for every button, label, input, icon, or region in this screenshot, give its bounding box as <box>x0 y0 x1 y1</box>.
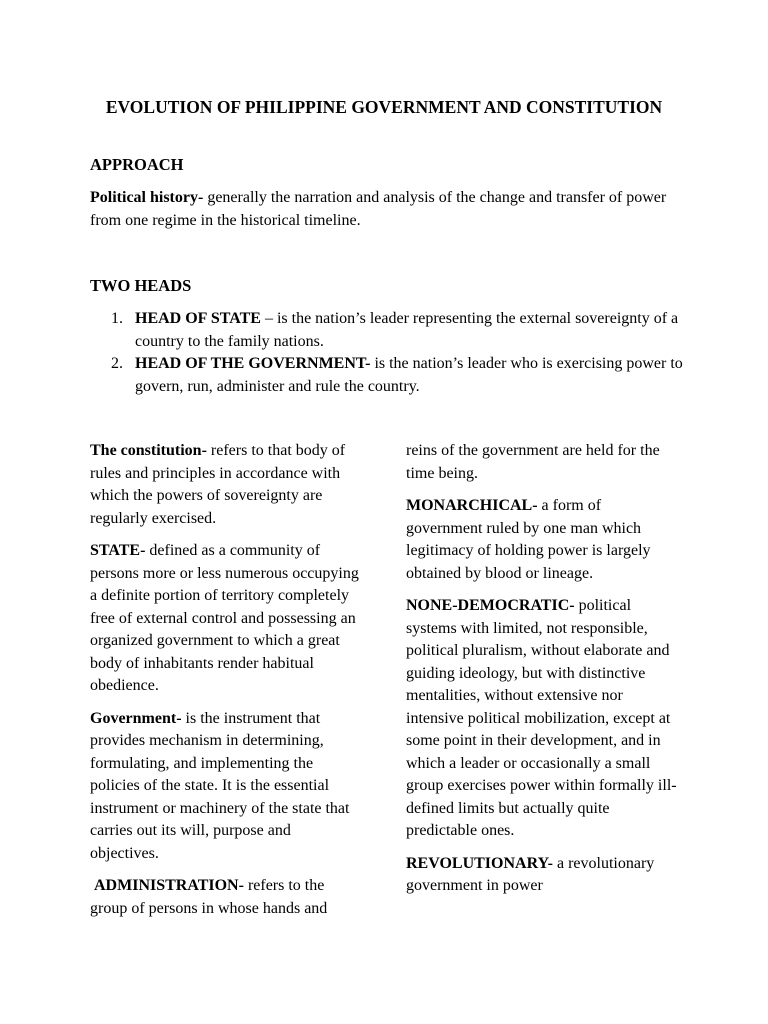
definition-text: refers to that body of rules and principles in accordance with which the powers of sovereignty are regularly exercised. <box>90 442 346 527</box>
head-of-government-term: HEAD OF THE GOVERNMENT- <box>135 355 371 372</box>
approach-heading: APPROACH <box>90 155 184 174</box>
head-of-state-text: – is the nation’s leader representing the external sovereignty of a country to the family nations. <box>135 310 679 350</box>
political-history-term: Political history- <box>90 189 204 206</box>
definition-term: STATE- <box>90 542 146 559</box>
none-democratic-paragraph <box>406 595 678 843</box>
right-column <box>406 440 678 908</box>
two-heads-heading: TWO HEADS <box>90 276 192 295</box>
definition-text: refers to the group of persons in whose hands and <box>90 877 328 917</box>
administration-paragraph <box>90 875 362 920</box>
left-column <box>90 440 362 930</box>
definition-text: political systems with limited, not responsible, political pluralism, without elaborate and guiding ideology, but with distinctive mentalities, without extensive nor intensive political mobilization, except at some point in their development, and in which a leader or occasionally a small group exercises power within formally ill-defined limits but actually quite predictable ones. <box>406 597 677 839</box>
definition-text: reins of the government are held for the time being. <box>406 442 660 482</box>
definition-term: REVOLUTIONARY- <box>406 854 553 872</box>
constitution-paragraph <box>90 440 362 530</box>
political-history-paragraph <box>90 187 690 232</box>
monarchical-paragraph <box>406 495 678 585</box>
definition-text: a revolutionary government in power <box>406 854 655 894</box>
definition-term: MONARCHICAL- <box>406 497 538 514</box>
definition-term: Government- <box>90 709 182 727</box>
definition-text: is the instrument that provides mechanism in determining, formulating, and implementing the policies of the state. It is the essential instrument or machinery of the state that carries out its will, purpose and objectives. <box>90 709 350 862</box>
state-paragraph <box>90 540 362 698</box>
administration-continued-paragraph <box>406 440 678 485</box>
head-of-government-text: is the nation’s leader who is exercising power to govern, run, administer and rule the country. <box>135 355 683 395</box>
definition-term: ADMINISTRATION- <box>90 877 244 894</box>
list-number: 2. <box>111 355 123 372</box>
definition-text: defined as a community of persons more or less numerous occupying a definite portion of territory completely free of external control and possessing an organized government to which a great body of inhabitants render habitual obedience. <box>90 542 359 694</box>
list-item <box>90 353 690 398</box>
definition-text: a form of government ruled by one man which legitimacy of holding power is largely obtained by blood or lineage. <box>406 497 651 582</box>
revolutionary-paragraph <box>406 853 678 898</box>
document-title: EVOLUTION OF PHILIPPINE GOVERNMENT AND CONSTITUTION <box>105 97 663 117</box>
government-paragraph <box>90 708 362 866</box>
definition-term: The constitution- <box>90 442 207 459</box>
head-of-state-term: HEAD OF STATE <box>135 310 261 327</box>
list-number: 1. <box>111 310 123 327</box>
definition-term: NONE-DEMOCRATIC- <box>406 597 575 614</box>
list-item <box>90 308 690 353</box>
two-heads-list <box>90 308 690 398</box>
political-history-text: generally the narration and analysis of the change and transfer of power from one regime in the historical timeline. <box>90 189 667 229</box>
